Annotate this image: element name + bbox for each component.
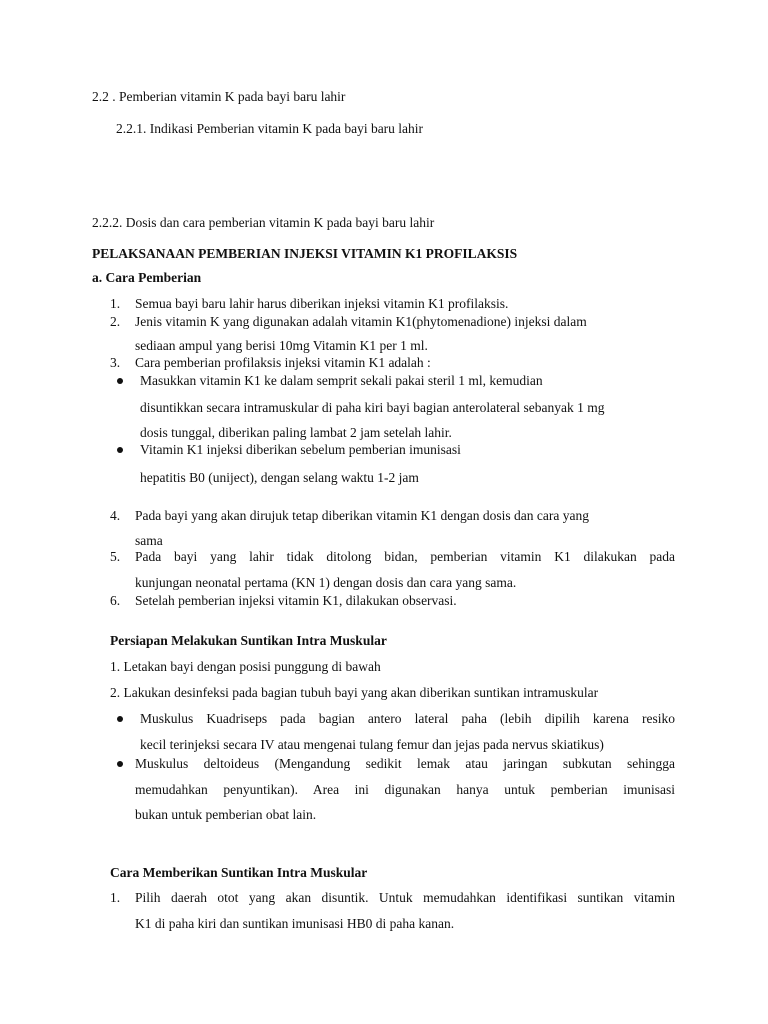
list-item-text: K1 di paha kiri dan suntikan imunisasi HB0 di paha kanan. <box>135 916 455 931</box>
bullet-text: disuntikkan secara intramuskular di paha kiri bayi bagian anterolateral sebanyak 1 mg <box>140 400 605 415</box>
bullet-icon <box>117 716 123 722</box>
bullet-icon <box>117 378 123 384</box>
list-item-text: sediaan ampul yang berisi 10mg Vitamin K1 per 1 ml. <box>135 338 428 353</box>
list-number: 2. <box>110 314 121 329</box>
list-item-text: kunjungan neonatal pertama (KN 1) dengan dosis dan cara yang sama. <box>135 575 517 590</box>
list-item-text: sama <box>135 533 163 548</box>
section-2-2-1: 2.2.1. Indikasi Pemberian vitamin K pada bayi baru lahir <box>116 121 424 136</box>
bullet-text: Muskulus deltoideus (Mengandung sedikit lemak atau jaringan subkutan sehingga <box>135 756 675 771</box>
list-number: 1. <box>110 296 121 311</box>
section-2-2: 2.2 . Pemberian vitamin K pada bayi baru lahir <box>92 89 346 104</box>
list-number: 1. <box>110 890 121 905</box>
prep-title: Persiapan Melakukan Suntikan Intra Muskular <box>110 633 387 648</box>
bullet-text: Muskulus Kuadriseps pada bagian antero lateral paha (lebih dipilih karena resiko <box>140 711 675 726</box>
cara-title: Cara Memberikan Suntikan Intra Muskular <box>110 865 368 880</box>
list-item-text: Cara pemberian profilaksis injeksi vitamin K1 adalah : <box>135 355 431 370</box>
bullet-text: Vitamin K1 injeksi diberikan sebelum pemberian imunisasi <box>140 442 461 457</box>
bullet-icon <box>117 447 123 453</box>
section-2-2-2: 2.2.2. Dosis dan cara pemberian vitamin K pada bayi baru lahir <box>92 215 435 230</box>
list-number: 4. <box>110 508 121 523</box>
bullet-text: memudahkan penyuntikan). Area ini digunakan hanya untuk pemberian imunisasi <box>135 782 675 797</box>
subheading-cara-pemberian: a. Cara Pemberian <box>92 270 202 285</box>
bullet-text: bukan untuk pemberian obat lain. <box>135 807 317 822</box>
bullet-text: Masukkan vitamin K1 ke dalam semprit sekali pakai steril 1 ml, kemudian <box>140 373 543 388</box>
list-item-text: Jenis vitamin K yang digunakan adalah vitamin K1(phytomenadione) injeksi dalam <box>135 314 587 329</box>
list-item-text: Semua bayi baru lahir harus diberikan injeksi vitamin K1 profilaksis. <box>135 296 509 311</box>
bullet-text: kecil terinjeksi secara IV atau mengenai tulang femur dan jejas pada nervus skiatikus) <box>140 737 604 752</box>
list-number: 3. <box>110 355 121 370</box>
list-item-text: Pilih daerah otot yang akan disuntik. Untuk memudahkan identifikasi suntikan vitamin <box>135 890 675 905</box>
prep-item: 1. Letakan bayi dengan posisi punggung di bawah <box>110 659 381 674</box>
bullet-text: hepatitis B0 (uniject), dengan selang waktu 1-2 jam <box>140 470 419 485</box>
list-item-text: Setelah pemberian injeksi vitamin K1, dilakukan observasi. <box>135 593 457 608</box>
list-item-text: Pada bayi yang lahir tidak ditolong bidan, pemberian vitamin K1 dilakukan pada <box>135 549 675 564</box>
list-number: 5. <box>110 549 121 564</box>
list-item-text: Pada bayi yang akan dirujuk tetap diberikan vitamin K1 dengan dosis dan cara yang <box>135 508 589 523</box>
list-number: 6. <box>110 593 121 608</box>
main-heading: PELAKSANAAN PEMBERIAN INJEKSI VITAMIN K1 PROFILAKSIS <box>92 246 518 261</box>
bullet-icon <box>117 761 123 767</box>
prep-item: 2. Lakukan desinfeksi pada bagian tubuh bayi yang akan diberikan suntikan intramuskular <box>110 685 599 700</box>
bullet-text: dosis tunggal, diberikan paling lambat 2 jam setelah lahir. <box>140 425 452 440</box>
